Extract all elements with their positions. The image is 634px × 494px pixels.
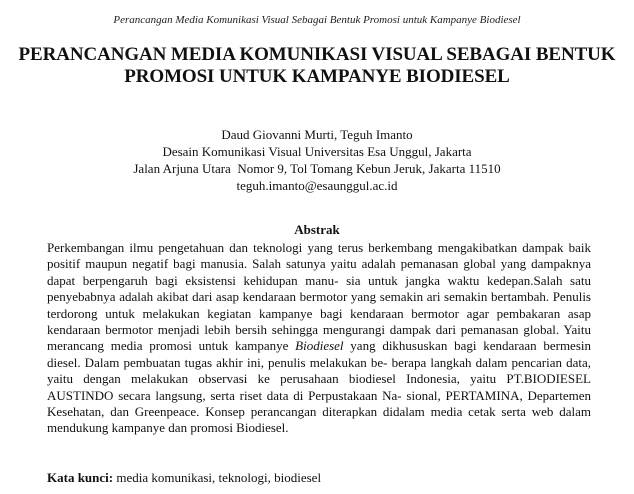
author-affiliation: Desain Komunikasi Visual Universitas Esa Unggul, Jakarta [162,144,472,159]
keywords [47,470,607,486]
abstract-text-part-1: Perkembangan ilmu pengetahuan dan teknologi yang terus berkembang mengakibatkan dampak baik positif maupun negatif bagi manusia. Salah satunya yaitu adalah pemanasan global yang dampaknya dapat berpengaruh bagi eksistensi kehidupan manu- sia untuk jangka waktu kedepan.Salah satu penyebabnya adalah akibat dari asap kendaraan bermotor yang semakin ari semakin bertambah. Penulis terdorong untuk melakukan kegiatan kampanye bagi kendaraan bermotor agar pembakaran asap kendaraan bermotor menjadi lebih bersih sehingga mengurangi dampak dari pemanasan global. Yaitu merancang media promosi untuk kampanye [47,240,591,354]
abstract-text-part-2: yang dikhususkan bagi kendaraan bermesin diesel. Dalam pembuatan tugas akhir ini, penulis melakukan be- berapa langkah dalam pencarian data, yaitu dengan melakukan observasi ke perusahaan biodiesel Indonesia, yaitu PT.BIODIESEL AUSTINDO secara langsung, serta riset data di Perpustakaan Na- sional, PERTAMINA, Departemen Kesehatan, dan Greenpeace. Konsep perancangan diterapkan didalam media cetak serta web dalam mendukung kampanye dan promosi Biodiesel. [47,338,592,436]
paper-title-line-2: PROMOSI UNTUK KAMPANYE BIODIESEL [124,66,510,87]
abstract-body [47,240,591,437]
abstract-italic-term: Biodiesel [295,338,344,354]
author-address: Jalan Arjuna Utara Nomor 9, Tol Tomang Kebun Jeruk, Jakarta 11510 [133,161,501,176]
paper-title-line-1: PERANCANGAN MEDIA KOMUNIKASI VISUAL SEBAGAI BENTUK [18,44,616,65]
author-email: teguh.imanto@esaunggul.ac.id [236,178,398,193]
author-names: Daud Giovanni Murti, Teguh Imanto [221,127,413,142]
keywords-value: media komunikasi, teknologi, biodiesel [113,470,322,485]
running-header: Perancangan Media Komunikasi Visual Sebagai Bentuk Promosi untuk Kampanye Biodiesel [113,14,521,26]
abstract-heading: Abstrak [294,222,340,237]
keywords-label: Kata kunci: [47,470,114,485]
paper-title [0,44,634,88]
author-block [0,126,634,194]
